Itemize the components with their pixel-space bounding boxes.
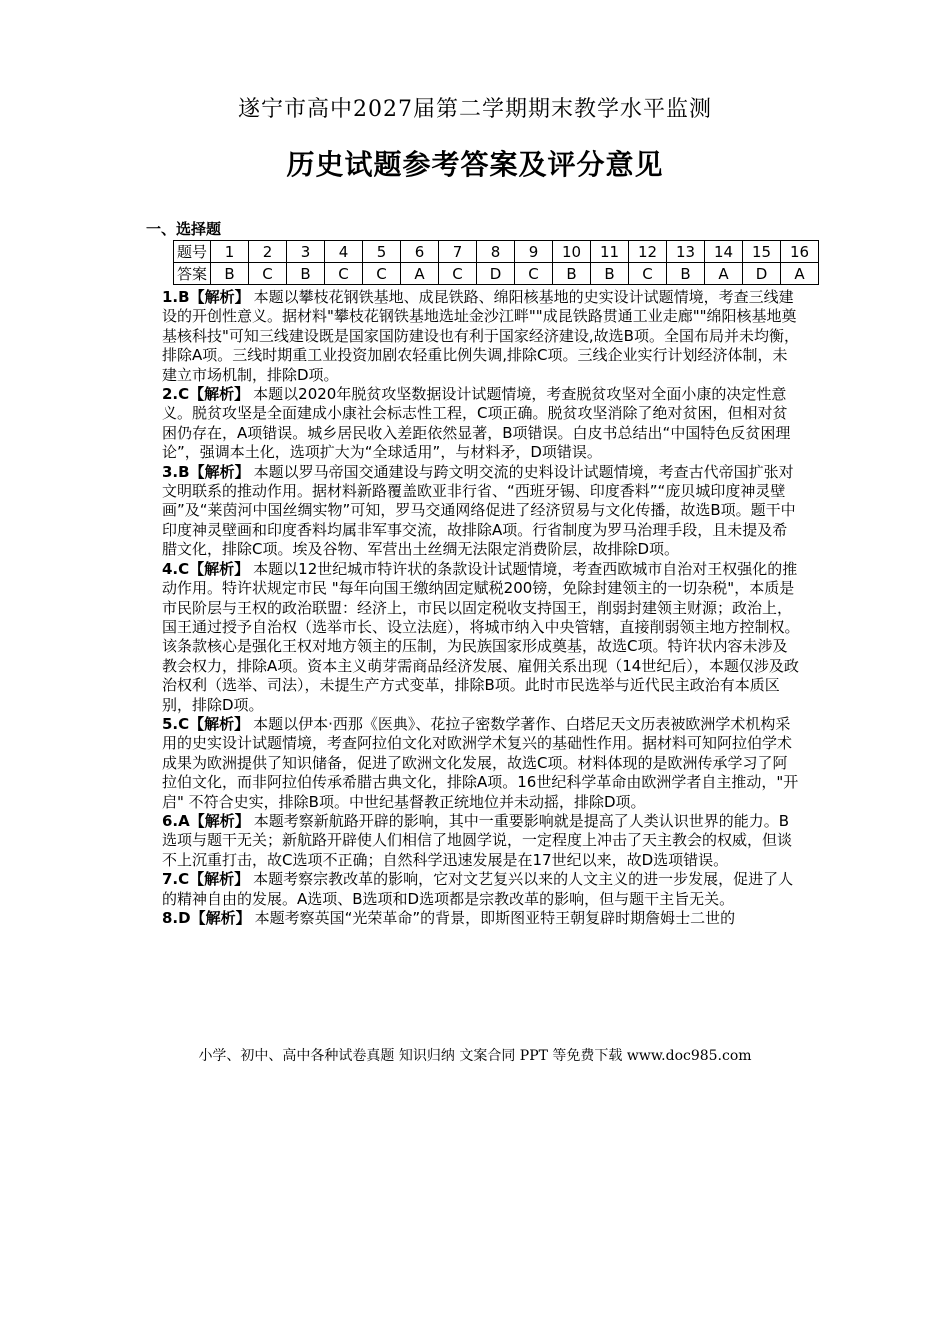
explanation-body: 本题以2020年脱贫攻坚数据设计试题情境，考查脱贫攻坚对全面小康的决定性意义。脱贫攻坚是全面建成小康社会标志性工程，C项正确。脱贫攻坚消除了绝对贫困，但相对贫困仍存在，A项错误。城乡居民收入差距依然显著，B项错误。白皮书总结出“中国特色反贫困理论”，强调本土化，选项扩大为“全球适用”，与材料矛，D项错误。 xyxy=(162,385,791,462)
question-number-row xyxy=(174,241,819,263)
answer-table xyxy=(173,240,819,285)
question-number: 16 xyxy=(781,241,819,263)
answer-cell: C xyxy=(439,263,477,285)
answer-cell: A xyxy=(781,263,819,285)
question-number: 4 xyxy=(325,241,363,263)
answer-cell: B xyxy=(287,263,325,285)
explanation-body: 本题以伊本·西那《医典》、花拉子密数学著作、白塔尼天文历表被欧洲学术机构采用的史实设计试题情境，考查阿拉伯文化对欧洲学术复兴的基础性作用。据材料可知阿拉伯学术成果为欧洲提供了知识储备，促进了欧洲文化发展，故选C项。材料体现的是欧洲传承学习了阿拉伯文化，而非阿拉伯传承希腊古典文化，排除A项。16世纪科学革命由欧洲学者自主推动，"开启" 不符合史实，排除B项。中世纪基督教正统地位并未动摇，排除D项。 xyxy=(162,714,799,811)
answer-cell: C xyxy=(249,263,287,285)
explanation-item xyxy=(162,870,802,909)
answer-cell: B xyxy=(553,263,591,285)
question-number: 8 xyxy=(477,241,515,263)
question-number: 13 xyxy=(667,241,705,263)
explanation-item xyxy=(162,812,802,870)
explanation-body: 本题以12世纪城市特许状的条款设计试题情境，考查西欧城市自治对王权强化的推动作用。特许状规定市民 "每年向国王缴纳固定赋税200镑，免除封建领主的一切杂税"，本质是市民阶层与王权的政治联盟：经济上，市民以固定税收支持国王，削弱封建领主财源；政治上，国王通过授予自治权（选举市长、设立法庭），将城市纳入中央管辖，直接削弱领主地方控制权。该条款核心是强化王权对地方领主的压制，为民族国家形成奠基，故选C项。特许状内容未涉及教会权力，排除A项。资本主义萌芽需商品经济发展、雇佣关系出现（14世纪后），本题仅涉及政治权利（选举、司法），未提生产方式变革，排除B项。此时市民选举与近代民主政治有本质区别，排除D项。 xyxy=(162,559,800,714)
question-number: 12 xyxy=(629,241,667,263)
answer-cell: C xyxy=(363,263,401,285)
question-number: 2 xyxy=(249,241,287,263)
explanation-item xyxy=(162,909,802,928)
explanation-list xyxy=(162,288,802,928)
row-label: 答案 xyxy=(174,263,211,285)
explanation-head: 2.C【解析】 xyxy=(162,385,250,404)
answer-cell: D xyxy=(743,263,781,285)
question-number: 15 xyxy=(743,241,781,263)
question-number: 11 xyxy=(591,241,629,263)
answer-cell: C xyxy=(515,263,553,285)
question-number: 10 xyxy=(553,241,591,263)
answer-cell: C xyxy=(325,263,363,285)
footer-watermark-text: 小学、初中、高中各种试卷真题 知识归纳 文案合同 PPT 等免费下载 www.doc985.com xyxy=(198,1048,752,1064)
question-number: 6 xyxy=(401,241,439,263)
explanation-head: 5.C【解析】 xyxy=(162,714,250,733)
question-number: 5 xyxy=(363,241,401,263)
explanation-item xyxy=(162,560,802,715)
explanation-body: 本题以攀枝花钢铁基地、成昆铁路、绵阳核基地的史实设计试题情境，考查三线建设的开创性意义。据材料"攀枝花钢铁基地选址金沙江畔""成昆铁路贯通工业走廊""绵阳核基地奠基核科技"可知三线建设既是国家国防建设也有利于国家经济建设,故选B项。全国布局并未均衡，排除A项。三线时期重工业投资加剧农轻重比例失调,排除C项。三线企业实行计划经济体制，未建立市场机制，排除D项。 xyxy=(162,288,799,384)
explanation-item xyxy=(162,385,802,463)
explanation-item xyxy=(162,463,802,560)
question-number: 3 xyxy=(287,241,325,263)
answer-cell: B xyxy=(211,263,249,285)
explanation-body: 本题考察英国“光荣革命”的背景，即斯图亚特王朝复辟时期詹姆士二世的 xyxy=(254,909,736,927)
explanation-head: 1.B【解析】 xyxy=(162,288,250,306)
explanation-body: 本题考察宗教改革的影响，它对文艺复兴以来的人文主义的进一步发展，促进了人的精神自由的发展。A选项、B选项和D选项都是宗教改革的影响，但与题干主旨无关。 xyxy=(162,870,794,908)
row-label: 题号 xyxy=(174,241,211,263)
explanation-head: 4.C【解析】 xyxy=(162,559,250,578)
explanation-item xyxy=(162,288,802,385)
explanation-body: 本题以罗马帝国交通建设与跨文明交流的史料设计试题情境，考查古代帝国扩张对文明联系的推动作用。据材料新路覆盖欧亚非行省、“西班牙锡、印度香料”“庞贝城印度神灵壁画”及“莱茵河中国丝绸实物”可知，罗马交通网络促进了经济贸易与文化传播，故选B项。题干中印度神灵壁画和印度香料均属非军事交流，故排除A项。行省制度为罗马治理手段，且未提及希腊文化，排除C项。埃及谷物、军营出土丝绸无法限定消费阶层，故排除D项。 xyxy=(162,462,796,559)
question-number: 7 xyxy=(439,241,477,263)
explanation-head: 7.C【解析】 xyxy=(162,870,250,889)
answer-cell: B xyxy=(591,263,629,285)
explanation-head: 6.A【解析】 xyxy=(162,811,250,830)
question-number: 14 xyxy=(705,241,743,263)
answer-cell: D xyxy=(477,263,515,285)
answer-row xyxy=(174,263,819,285)
answer-cell: C xyxy=(629,263,667,285)
question-number: 1 xyxy=(211,241,249,263)
exam-title: 遂宁市高中2027届第二学期期末教学水平监测 xyxy=(238,97,712,122)
explanation-body: 本题考察新航路开辟的影响，其中一重要影响就是提高了人类认识世界的能力。B选项与题干无关；新航路开辟使人们相信了地圆学说，一定程度上冲击了天主教会的权威，但谈不上沉重打击，故C选项不正确；自然科学迅速发展是在17世纪以来，故D选项错误。 xyxy=(162,811,793,869)
explanation-item xyxy=(162,715,802,812)
explanation-head: 8.D【解析】 xyxy=(162,909,251,927)
explanation-head: 3.B【解析】 xyxy=(162,462,250,481)
section-heading: 一、选择题 xyxy=(146,220,222,238)
answer-cell: A xyxy=(401,263,439,285)
answer-cell: A xyxy=(705,263,743,285)
question-number: 9 xyxy=(515,241,553,263)
answer-cell: B xyxy=(667,263,705,285)
document-title: 历史试题参考答案及评分意见 xyxy=(286,148,664,181)
